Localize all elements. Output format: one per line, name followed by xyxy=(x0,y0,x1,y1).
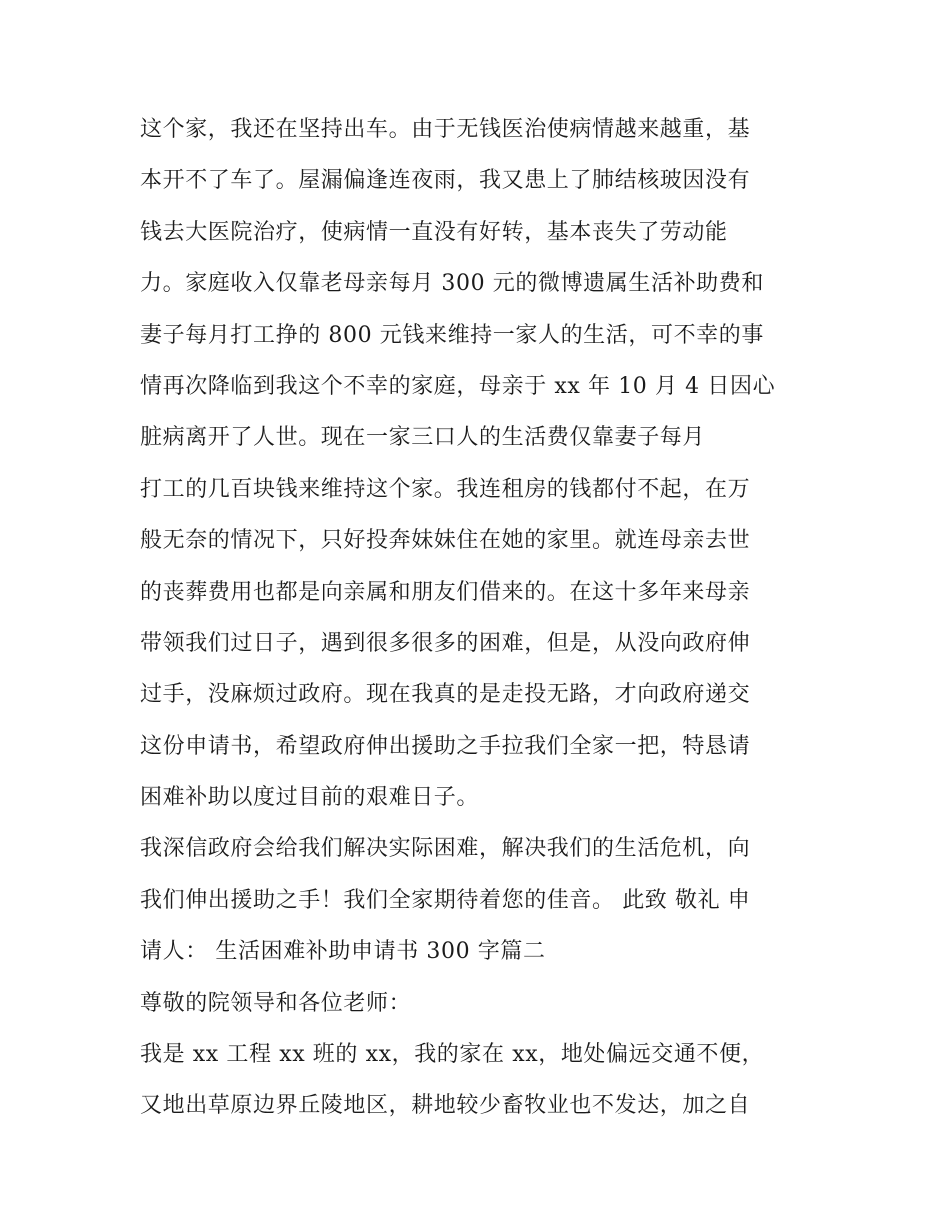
text-line: 请人： 生活困难补助申请书 300 字篇二 xyxy=(140,939,546,965)
text-line: 困难补助以度过目前的艰难日子。 xyxy=(140,785,480,811)
text-line: 钱去大医院治疗，使病情一直没有好转，基本丧失了劳动能 xyxy=(140,219,728,245)
text-line: 脏病离开了人世。现在一家三口人的生活费仅靠妻子每月 xyxy=(140,425,706,451)
text-line: 妻子每月打工挣的 800 元钱来维持一家人的生活，可不幸的事 xyxy=(140,322,764,348)
text-line: 般无奈的情况下，只好投奔妹妹住在她的家里。就连母亲去世 xyxy=(140,528,751,554)
text-line: 这个家，我还在坚持出车。由于无钱医治使病情越来越重，基 xyxy=(140,117,751,142)
text-line: 又地出草原边界丘陵地区，耕地较少畜牧业也不发达，加之自 xyxy=(140,1093,751,1119)
text-line: 本开不了车了。屋漏偏逢连夜雨，我又患上了肺结核玻因没有 xyxy=(140,168,751,194)
text-line: 的丧葬费用也都是向亲属和朋友们借来的。在这十多年来母亲 xyxy=(140,579,751,605)
text-line: 带领我们过日子，遇到很多很多的困难，但是，从没向政府伸 xyxy=(140,630,751,656)
text-line: 这份申请书，希望政府伸出援助之手拉我们全家一把，特恳请 xyxy=(140,733,751,759)
text-line: 过手，没麻烦过政府。现在我真的是走投无路，才向政府递交 xyxy=(140,682,751,708)
text-line: 我们伸出援助之手！我们全家期待着您的佳音。 此致 敬礼 申 xyxy=(140,887,751,913)
text-line: 力。家庭收入仅靠老母亲每月 300 元的微博遗属生活补助费和 xyxy=(140,271,764,297)
text-line: 我深信政府会给我们解决实际困难，解决我们的生活危机，向 xyxy=(140,836,751,862)
text-line: 打工的几百块钱来维持这个家。我连租房的钱都付不起，在万 xyxy=(140,476,751,502)
document-body xyxy=(140,104,830,1132)
text-line: 尊敬的院领导和各位老师： xyxy=(140,990,412,1016)
text-line: 我是 xx 工程 xx 班的 xx，我的家在 xx，地处偏远交通不便， xyxy=(140,1042,765,1068)
text-line: 情再次降临到我这个不幸的家庭，母亲于 xx 年 10 月 4 日因心 xyxy=(140,373,776,399)
